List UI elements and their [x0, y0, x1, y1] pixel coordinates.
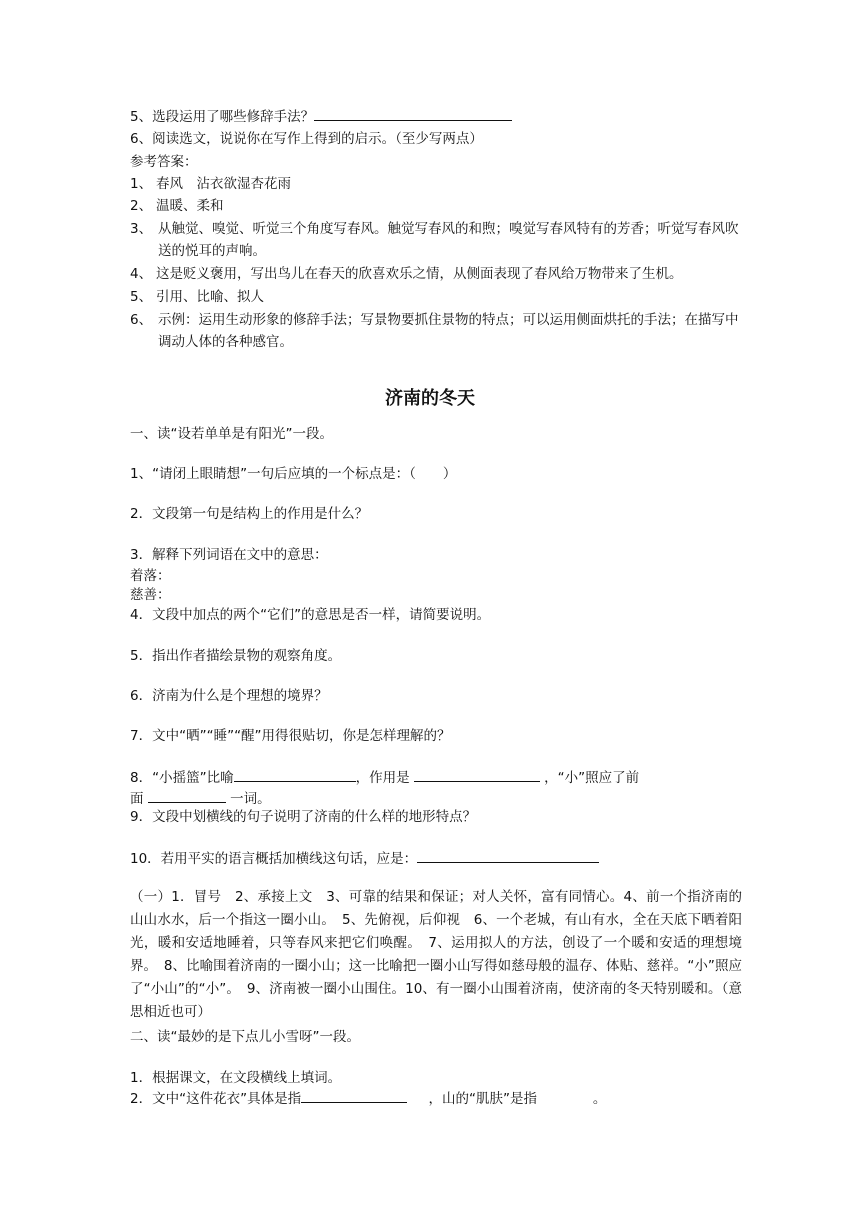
part1-question-3: 3．解释下列词语在文中的意思： [130, 547, 328, 563]
answer-text: 春风 沾衣欲湿杏花雨 [156, 176, 291, 192]
part2-intro: 二、读“最妙的是下点儿小雪呀”一段。 [130, 1029, 360, 1045]
answer-4 [130, 264, 683, 284]
answer-blank [414, 767, 540, 782]
part2-question-1: 1．根据课文，在文段横线上填词。 [130, 1070, 342, 1086]
part1-question-8-cont [130, 788, 271, 809]
question-8-text-e: 一词。 [230, 791, 271, 807]
question-8-text-c: ，“小”照应了前 [544, 770, 640, 786]
part1-intro: 一、读“设若单单是有阳光”一段。 [130, 426, 333, 442]
part1-question-1: 1、“请闭上眼睛想”一句后应填的一个标点是：（ ） [130, 466, 457, 482]
question-10-text: 10．若用平实的语言概括加横线这句话，应是： [130, 851, 418, 867]
answer-number: 2、 [130, 198, 153, 214]
answer-6-text: 示例：运用生动形象的修辞手法；写景物要抓住景物的特点；可以运用侧面烘托的手法；在描写中调动人体的各种感官。 [158, 312, 739, 350]
part1-question-3-term-b: 慈善： [130, 587, 171, 603]
answer-2 [130, 196, 224, 216]
part1-question-3-term-a: 着落： [130, 568, 171, 584]
answer-6-number: 6、 [130, 312, 153, 328]
answer-number: 4、 [130, 266, 153, 282]
question-2-text-c: 。 [592, 1091, 607, 1107]
question-8-text-a: 8．“小摇篮”比喻 [130, 770, 234, 786]
answer-paragraph: （一）1．冒号 2、承接上文 3、可靠的结果和保证；对人关怀，富有同情心。4、前一个指济南的山山水水，后一个指这一圈小山。 5、先俯视，后仰视 6、一个老城，有山有水，全在天底下晒着阳光，暖和安适地睡着，只等春风来把它们唤醒。 7、运用拟人的方法，创设了一个暖和安适的理想境界。 8、比喻围着济南的一圈小山；这一比喻把一圈小山写得如慈母般的温存、体贴、慈祥。“小”照应了“小山”的“小”。 9、济南被一圈小山围住。10、有一圈小山围着济南，使济南的冬天特别暖和。（意思相近也可） [130, 889, 742, 1020]
answer-text: 温暖、柔和 [156, 198, 224, 214]
part1-question-5: 5．指出作者描绘景物的观察角度。 [130, 648, 342, 664]
question-2-text-a: 2．文中“这件花衣”具体是指 [130, 1091, 302, 1107]
answer-blank [301, 1088, 407, 1103]
part1-question-9: 9．文段中划横线的句子说明了济南的什么样的地形特点？ [130, 809, 477, 825]
section-title: 济南的冬天 [385, 388, 475, 409]
part1-question-10 [130, 848, 599, 869]
part1-question-2: 2．文段第一句是结构上的作用是什么？ [130, 506, 369, 522]
answer-blank [234, 767, 356, 782]
answer-3-number: 3、 [130, 221, 153, 237]
answer-5 [130, 287, 264, 307]
question-5-text: 5、选段运用了哪些修辞手法？ [130, 109, 315, 125]
answer-text: 这是贬义褒用，写出鸟儿在春天的欣喜欢乐之情，从侧面表现了春风给万物带来了生机。 [156, 266, 683, 282]
question-6: 6、阅读选文，说说你在写作上得到的启示。（至少写两点） [130, 131, 483, 147]
question-8-text-d: 面 [130, 791, 144, 807]
part1-question-6: 6．济南为什么是个理想的境界？ [130, 688, 328, 704]
answer-number: 5、 [130, 289, 153, 305]
answer-blank [314, 106, 512, 121]
part1-question-4: 4．文段中加点的两个“它们”的意思是否一样，请简要说明。 [130, 607, 491, 623]
answer-number: 1、 [130, 176, 153, 192]
part1-question-8 [130, 767, 639, 788]
part1-question-7: 7．文中“晒”“睡”“醒”用得很贴切，你是怎样理解的？ [130, 728, 451, 744]
question-5 [130, 106, 512, 127]
answer-1 [130, 174, 291, 194]
part2-question-2 [130, 1088, 606, 1109]
answer-blank [148, 788, 226, 803]
answer-text: 引用、比喻、拟人 [156, 289, 264, 305]
answer-3-text: 从触觉、嗅觉、听觉三个角度写春风。触觉写春风的和煦；嗅觉写春风特有的芳香；听觉写春风吹送的悦耳的声响。 [158, 221, 739, 259]
answer-blank [417, 848, 599, 863]
question-8-text-b: ，作用是 [355, 770, 410, 786]
question-2-text-b: ，山的“肌肤”是指 [428, 1091, 538, 1107]
answers-heading: 参考答案： [130, 154, 198, 170]
